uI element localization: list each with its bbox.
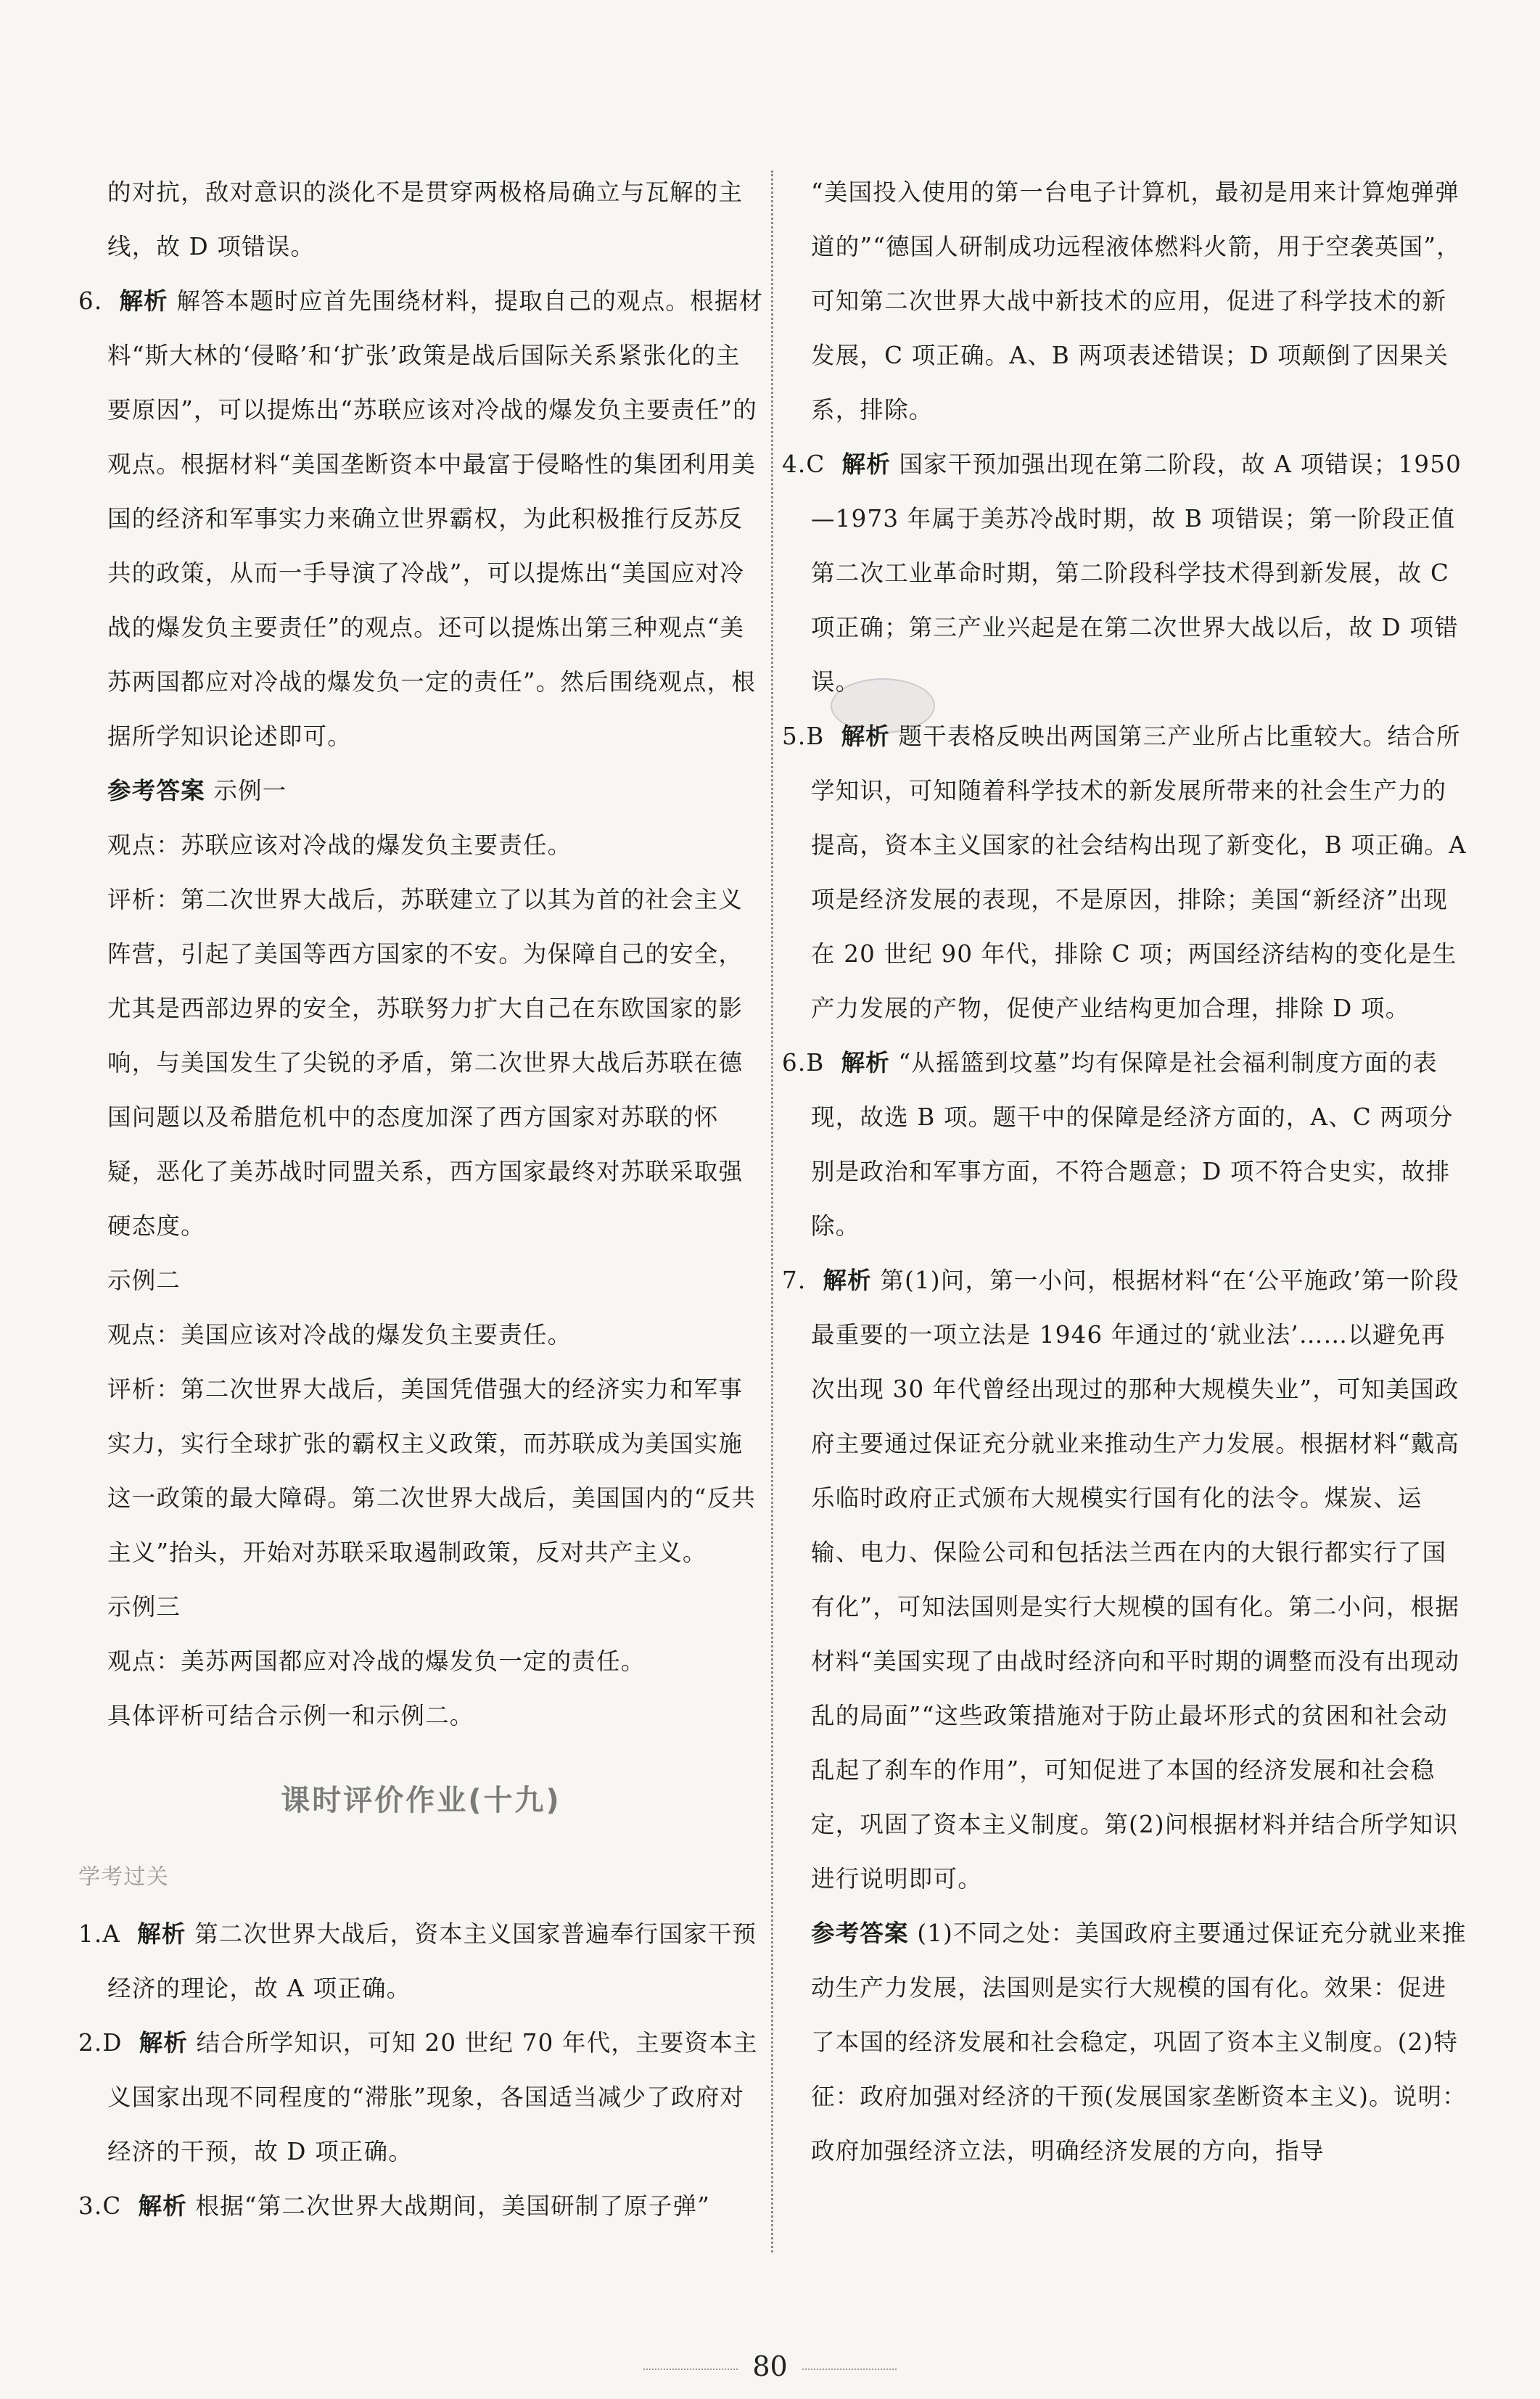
- answer-paragraph: 具体评析可结合示例一和示例二。: [107, 1702, 474, 1729]
- item-text: 解答本题时应首先围绕材料，提取自己的观点。根据材料“斯大林的‘侵略’和‘扩张’政策是战后国际关系紧张化的主要原因”，可以提炼出“苏联应该对冷战的爆发负主要责任”的观点。根据材料“美国垄断资本中最富于侵略性的集团利用美国的经济和军事实力来确立世界霸权，为此积极推行反苏反共的政策，从而一手导演了冷战”，可以提炼出“美国应对冷战的爆发负主要责任”的观点。还可以提炼出第三种观点“美苏两国都应对冷战的爆发负一定的责任”。然后围绕观点，根据所学知识论述即可。: [107, 287, 764, 750]
- question-item: [78, 1907, 764, 2016]
- analysis-label: 解析: [119, 287, 168, 315]
- column-divider: [771, 170, 773, 2252]
- continued-paragraph: “美国投入使用的第一台电子计算机，最初是用来计算炮弹弹道的”“德国人研制成功远程液体燃料火箭，用于空袭英国”，可知第二次世界大战中新技术的应用，促进了科学技术的新发展，C 项正确。A、B 两项表述错误；D 项颠倒了因果关系，排除。: [811, 178, 1461, 424]
- section-title: 课时评价作业(十九): [281, 1784, 561, 1817]
- question-item: [782, 709, 1467, 1036]
- answer-paragraph: 观点：苏联应该对冷战的爆发负主要责任。: [107, 831, 572, 859]
- sub-section-title: 学考过关: [78, 1864, 169, 1890]
- footer-ornament-left: [643, 2369, 738, 2370]
- item-text: 国家干预加强出现在第二阶段，故 A 项错误；1950—1973 年属于美苏冷战时期，故 B 项错误；第一阶段正值第二次工业革命时期，第二阶段科学技术得到新发展，故 C 项正确；第三产业兴起是在第二次世界大战以后，故 D 项错误。: [811, 450, 1462, 696]
- right-column: [782, 165, 1467, 2178]
- item-number: 2.D: [78, 2029, 139, 2057]
- item-number: 6.B: [782, 1049, 841, 1077]
- analysis-label: 解析: [823, 1267, 872, 1294]
- answer-label: 参考答案: [107, 777, 205, 805]
- answer-paragraph: 评析：第二次世界大战后，苏联建立了以其为首的社会主义阵营，引起了美国等西方国家的不安。为保障自己的安全，尤其是西部边界的安全，苏联努力扩大自己在东欧国家的影响，与美国发生了尖锐的矛盾，第二次世界大战后苏联在德国问题以及希腊危机中的态度加深了西方国家对苏联的怀疑，恶化了美苏战时同盟关系，西方国家最终对苏联采取强硬态度。: [107, 886, 744, 1240]
- item-number: 1.A: [78, 1920, 138, 1948]
- page-number: 80: [752, 2350, 788, 2382]
- analysis-label: 解析: [137, 1920, 186, 1948]
- item-text: 题干表格反映出两国第三产业所占比重较大。结合所学知识，可知随着科学技术的新发展所带来的社会生产力的提高，资本主义国家的社会结构出现了新变化，B 项正确。A 项是经济发展的表现，不是原因，排除；美国“新经济”出现在 20 世纪 90 年代，排除 C 项；两国经济结构的变化是生产力发展的产物，促使产业结构更加合理，排除 D 项。: [811, 723, 1467, 1022]
- item-number: 3.C: [78, 2192, 139, 2220]
- item-number: 4.C: [782, 450, 842, 478]
- item-text: 根据“第二次世界大战期间，美国研制了原子弹”: [186, 2192, 711, 2220]
- answer-paragraph: 示例二: [107, 1267, 181, 1294]
- item-number: 7.: [782, 1267, 823, 1294]
- question-item: [782, 437, 1467, 709]
- question-item: [782, 1036, 1467, 1254]
- analysis-label: 解析: [841, 450, 891, 478]
- answer-paragraph: 评析：第二次世界大战后，美国凭借强大的经济实力和军事实力，实行全球扩张的霸权主义政策，而苏联成为美国实施这一政策的最大障碍。第二次世界大战后，美国国内的“反共主义”抬头，开始对苏联采取遏制政策，反对共产主义。: [107, 1375, 757, 1566]
- answer-label: 参考答案: [811, 1919, 909, 1947]
- answer-paragraph: 观点：美国应该对冷战的爆发负主要责任。: [107, 1321, 572, 1349]
- item-text: “从摇篮到坟墓”均有保障是社会福利制度方面的表现，故选 B 项。题干中的保障是经济方面的，A、C 两项分别是政治和军事方面，不符合题意；D 项不符合史实，故排除。: [811, 1049, 1454, 1240]
- analysis-label: 解析: [841, 723, 890, 750]
- item-text: 第二次世界大战后，资本主义国家普遍奉行国家干预经济的理论，故 A 项正确。: [107, 1920, 757, 2002]
- question-item: [782, 1254, 1467, 1906]
- page-footer: [0, 2350, 1540, 2382]
- reference-answer: [782, 1906, 1467, 2178]
- footer-ornament-right: [802, 2369, 897, 2370]
- reference-answer: [78, 764, 764, 818]
- question-item: [78, 2016, 764, 2179]
- left-column: [78, 165, 764, 2234]
- item-number: 5.B: [782, 723, 841, 750]
- item-text: 第(1)问，第一小问，根据材料“在‘公平施政’第一阶段最重要的一项立法是 1946 年通过的‘就业法’……以避免再次出现 30 年代曾经出现过的那种大规模失业”，可知美国政府主要通过保证充分就业来推动生产力发展。根据材料“戴高乐临时政府正式颁布大规模实行国有化的法令。煤炭、运输、电力、保险公司和包括法兰西在内的大银行都实行了国有化”，可知法国则是实行大规模的国有化。第二小问，根据材料“美国实现了由战时经济向和平时期的调整而没有出现动乱的局面”“这些政策措施对于防止最坏形式的贫困和社会动乱起了刹车的作用”，可知促进了本国的经济发展和社会稳定，巩固了资本主义制度。第(2)问根据材料并结合所学知识进行说明即可。: [811, 1267, 1460, 1893]
- item-text: 结合所学知识，可知 20 世纪 70 年代，主要资本主义国家出现不同程度的“滞胀”现象，各国适当减少了政府对经济的干预，故 D 项正确。: [107, 2029, 758, 2165]
- answer-text: (1)不同之处：美国政府主要通过保证充分就业来推动生产力发展，法国则是实行大规模的国有化。效果：促进了本国的经济发展和社会稳定，巩固了资本主义制度。(2)特征：政府加强对经济的干预(发展国家垄断资本主义)。说明：政府加强经济立法，明确经济发展的方向，指导: [811, 1919, 1467, 2165]
- answer-text: 示例一: [205, 777, 287, 805]
- continued-paragraph: 的对抗，敌对意识的淡化不是贯穿两极格局确立与瓦解的主线，故 D 项错误。: [107, 178, 744, 260]
- analysis-label: 解析: [138, 2192, 187, 2220]
- answer-paragraph: 观点：美苏两国都应对冷战的爆发负一定的责任。: [107, 1647, 646, 1675]
- analysis-label: 解析: [139, 2029, 189, 2057]
- question-item: [78, 2179, 764, 2234]
- answer-paragraph: 示例三: [107, 1593, 181, 1621]
- analysis-label: 解析: [841, 1049, 890, 1077]
- item-number: 6.: [78, 287, 120, 315]
- question-item: [78, 274, 764, 764]
